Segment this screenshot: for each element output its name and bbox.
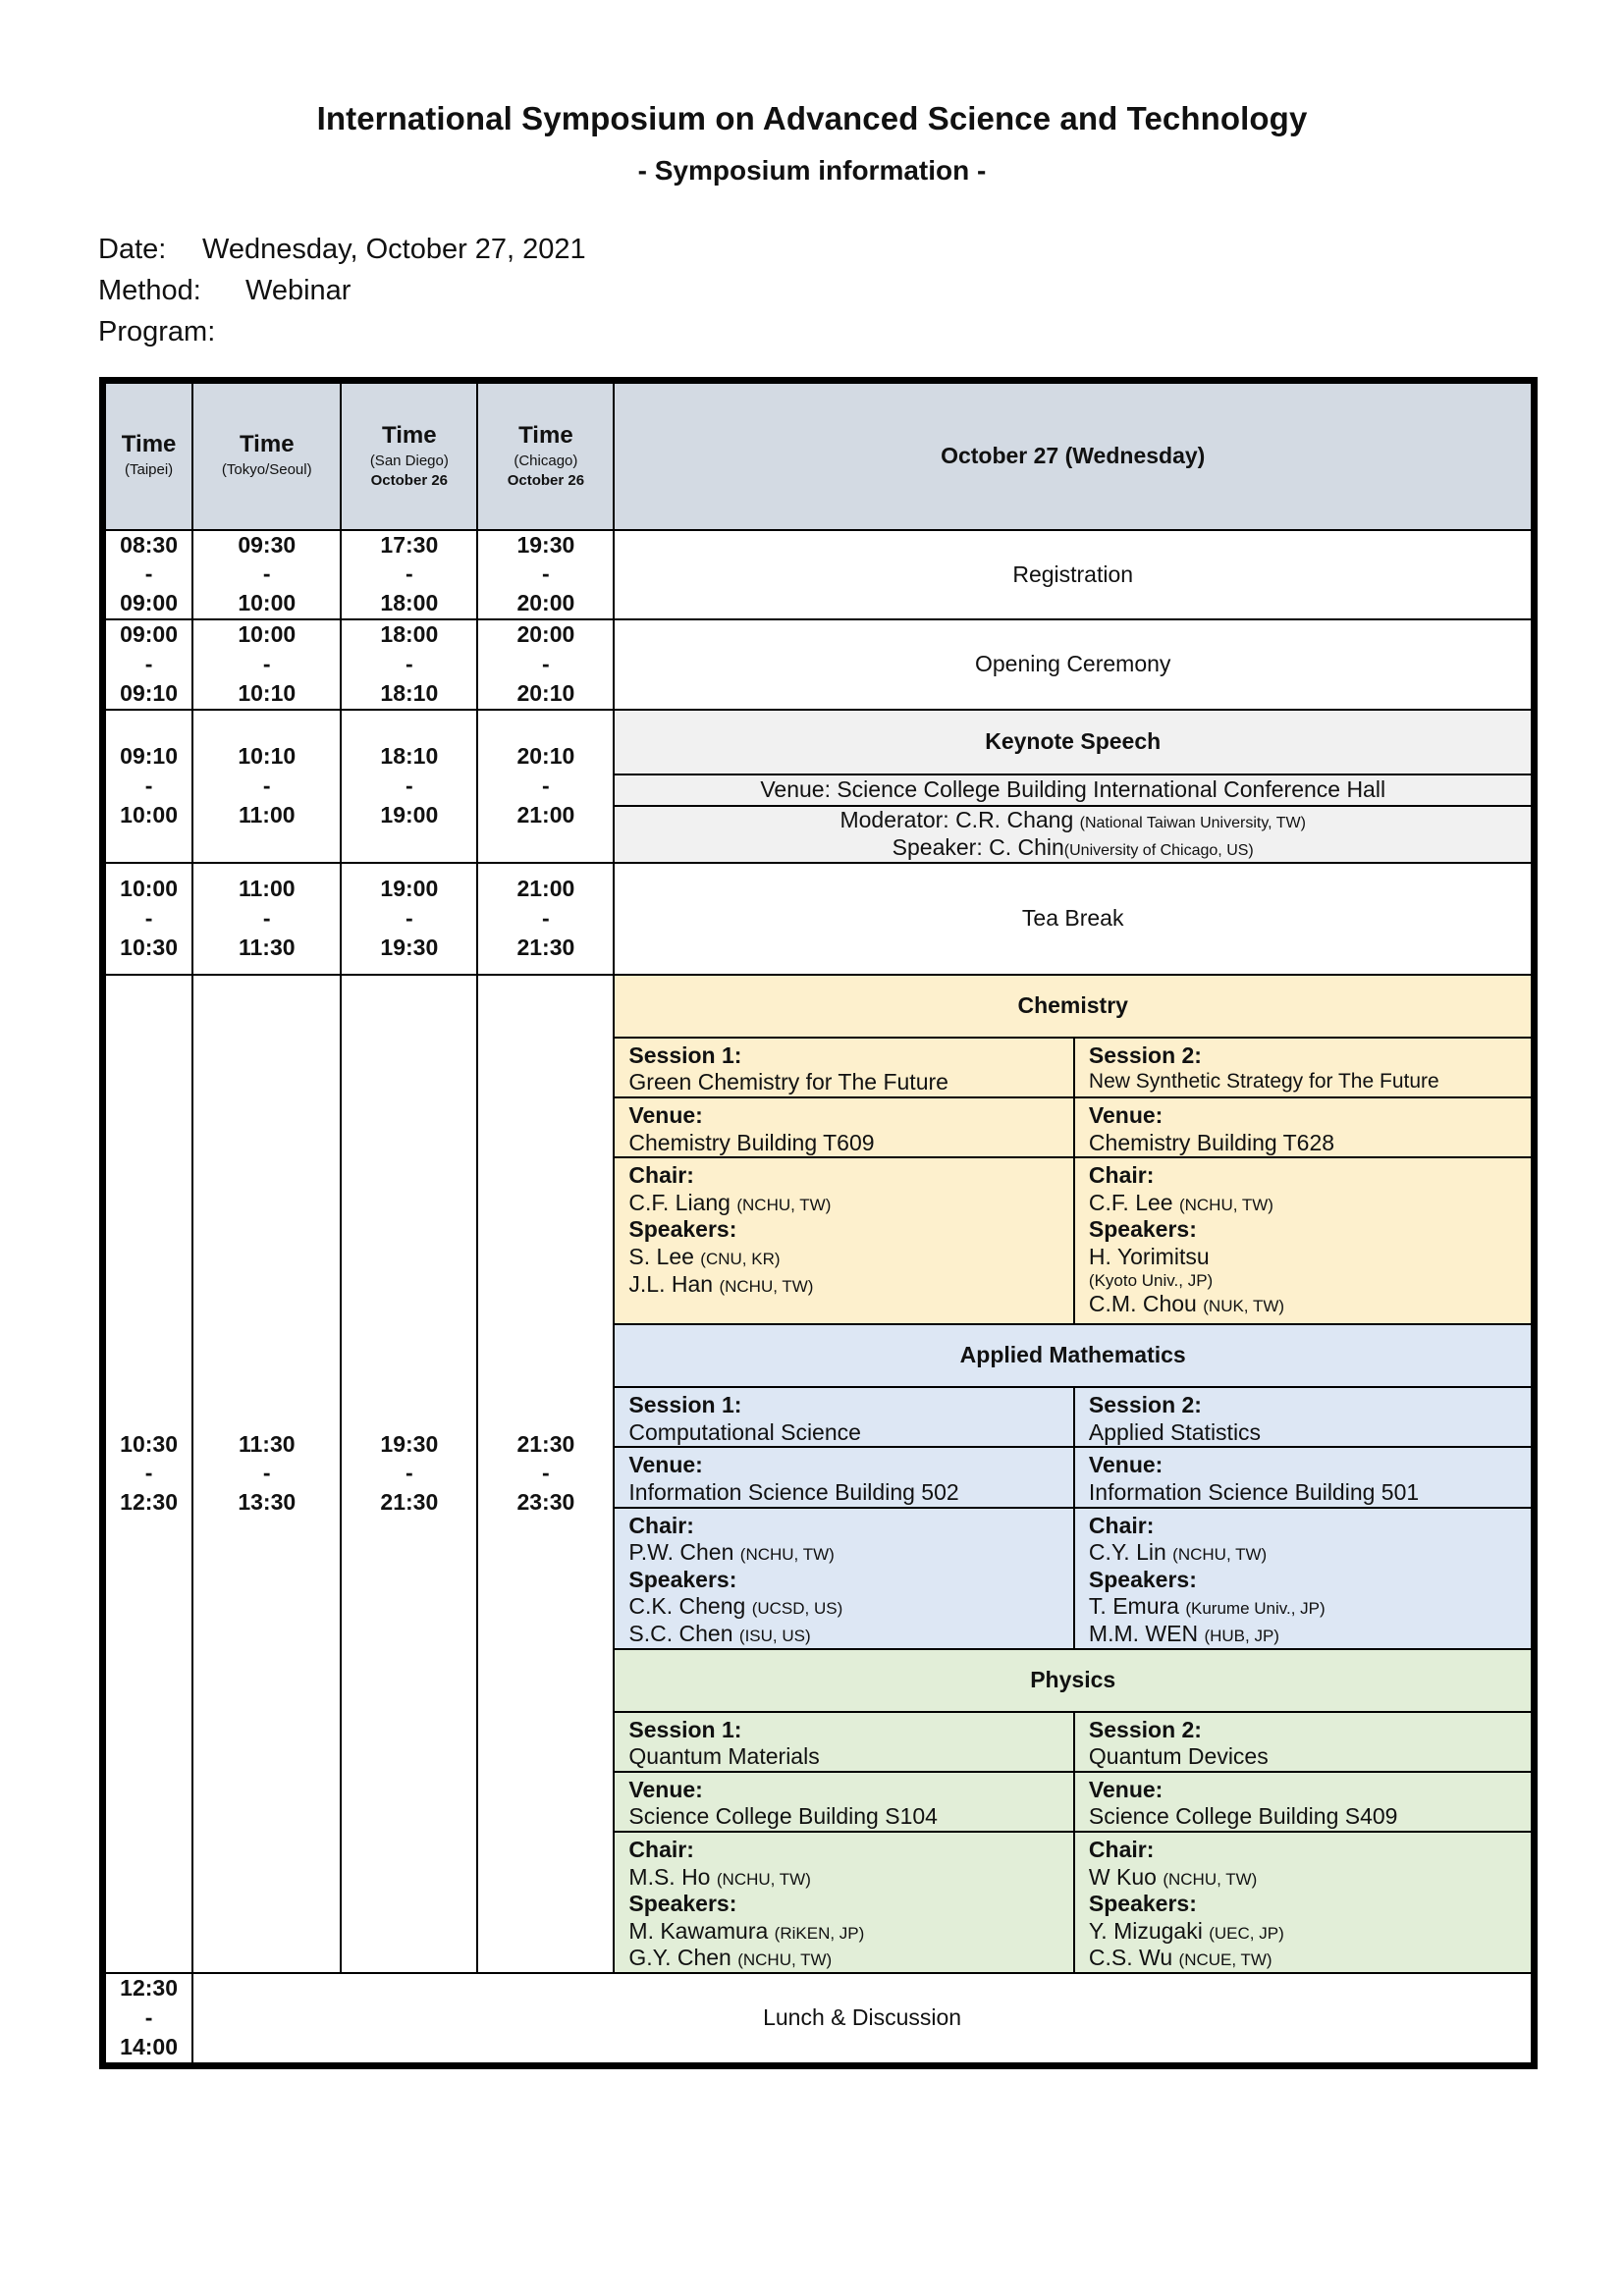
session-venue-cell	[614, 1447, 1074, 1507]
time-start: 19:30	[516, 531, 575, 558]
time-dash: -	[406, 561, 413, 587]
time-cell-chicago	[477, 619, 614, 710]
speaker-line	[628, 1621, 1073, 1648]
time-cell-tokyo	[192, 710, 341, 863]
speaker-affiliation: (HUB, JP)	[1204, 1626, 1279, 1645]
session-title-cell	[614, 1712, 1074, 1772]
keynote-people	[614, 806, 1534, 863]
speaker-name: J.L. Han	[628, 1270, 714, 1297]
speaker-affiliation: (NUK, TW)	[1203, 1296, 1285, 1315]
schedule-row	[103, 863, 1535, 975]
time-dash: -	[406, 1460, 413, 1486]
chair-line	[628, 1190, 1073, 1217]
time-cell-taipei	[103, 710, 193, 863]
time-dash: -	[144, 2003, 153, 2030]
time-end: 09:00	[120, 590, 178, 616]
keynote-moderator-affiliation: (National Taiwan University, TW)	[1079, 815, 1306, 832]
method-line	[98, 275, 351, 307]
session-venue-cell	[1074, 1097, 1535, 1157]
chair-line	[628, 1864, 1073, 1892]
time-dash: -	[262, 561, 271, 587]
session-title-cell	[1074, 1387, 1535, 1447]
time-end: 10:10	[238, 679, 297, 706]
session-label: Session 2:	[1088, 1392, 1202, 1418]
speaker-affiliation: (NCHU, TW)	[719, 1276, 814, 1296]
header-time-sandiego	[341, 381, 477, 530]
program-table-body	[103, 381, 1535, 2066]
time-dash: -	[144, 772, 153, 798]
time-end: 23:30	[516, 1489, 575, 1516]
chair-label: Chair:	[628, 1512, 694, 1538]
date-value: Wednesday, October 27, 2021	[202, 234, 586, 265]
header-city: (San Diego)	[369, 452, 449, 469]
keynote-moderator: Moderator: C.R. Chang	[839, 807, 1074, 833]
chair-name: W Kuo	[1088, 1863, 1157, 1890]
time-dash: -	[542, 651, 550, 677]
chair-name: M.S. Ho	[628, 1863, 711, 1890]
speaker-name: C.M. Chou	[1088, 1290, 1197, 1316]
session-venue-cell	[614, 1097, 1074, 1157]
time-start: 19:30	[380, 1430, 439, 1457]
time-start: 17:30	[380, 531, 439, 558]
track-header-row	[103, 975, 1535, 1038]
chair-affiliation: (NCHU, TW)	[1163, 1869, 1258, 1889]
time-cell-chicago	[477, 863, 614, 975]
venue-label: Venue:	[628, 1102, 703, 1129]
header-city: (Tokyo/Seoul)	[221, 460, 312, 478]
speaker-line	[1089, 1593, 1531, 1621]
method-label: Method:	[98, 275, 201, 306]
schedule-row	[103, 619, 1535, 710]
header-time-tokyo	[192, 381, 341, 530]
speaker-name: M. Kawamura	[628, 1917, 769, 1944]
time-cell-tokyo	[192, 619, 341, 710]
header-city: (Taipei)	[125, 460, 174, 478]
chair-name: P.W. Chen	[628, 1539, 734, 1566]
speaker-line	[1089, 1945, 1531, 1972]
speaker-name: S.C. Chen	[628, 1620, 733, 1646]
time-dash: -	[144, 561, 153, 587]
session-title-cell	[1074, 1712, 1535, 1772]
header-title: Time	[382, 422, 437, 450]
speaker-name: T. Emura	[1088, 1593, 1179, 1620]
speaker-line	[628, 1244, 1073, 1271]
event-cell: Opening Ceremony	[614, 619, 1534, 710]
speaker-name: G.Y. Chen	[628, 1945, 731, 1971]
time-start: 09:10	[120, 743, 178, 769]
time-start: 08:30	[120, 531, 178, 558]
time-dash: -	[262, 904, 271, 931]
time-cell-tokyo	[192, 530, 341, 620]
keynote-speaker: Speaker: C. Chin	[892, 833, 1064, 860]
session-venue: Information Science Building 501	[1088, 1479, 1420, 1505]
time-start: 20:00	[516, 621, 575, 648]
session-title: Quantum Devices	[1088, 1743, 1269, 1770]
time-dash: -	[542, 1460, 550, 1486]
header-row	[103, 381, 1535, 530]
time-end: 13:30	[238, 1489, 297, 1516]
keynote-venue: Venue: Science College Building International Conference Hall	[614, 774, 1534, 806]
time-cell-tokyo	[192, 975, 341, 1973]
speaker-affiliation: (NCHU, TW)	[737, 1950, 833, 1970]
time-start: 21:30	[516, 1430, 575, 1457]
session-venue: Science College Building S409	[1088, 1803, 1398, 1830]
time-end: 11:30	[238, 934, 296, 960]
speaker-affiliation: (NCUE, TW)	[1178, 1950, 1272, 1970]
speakers-label: Speakers:	[628, 1566, 737, 1592]
speakers-label: Speakers:	[1088, 1216, 1197, 1243]
venue-label: Venue:	[1088, 1452, 1164, 1478]
session-people-cell	[1074, 1157, 1535, 1324]
session-label: Session 1:	[628, 1392, 742, 1418]
session-title: Computational Science	[628, 1418, 861, 1445]
time-start: 18:10	[380, 743, 439, 769]
time-end: 18:10	[380, 679, 439, 706]
chair-affiliation: (NCHU, TW)	[1172, 1545, 1268, 1565]
speaker-name: S. Lee	[628, 1244, 694, 1269]
header-time-chicago	[477, 381, 614, 530]
chair-line	[1089, 1864, 1531, 1892]
time-end: 21:00	[516, 801, 575, 828]
time-start: 21:00	[516, 876, 575, 901]
date-label: Date:	[98, 234, 167, 265]
speaker-affiliation: (Kyoto Univ., JP)	[1088, 1270, 1214, 1290]
header-title: Time	[518, 422, 573, 450]
session-title-cell	[614, 1038, 1074, 1097]
chair-label: Chair:	[1088, 1162, 1155, 1189]
speakers-label: Speakers:	[1088, 1566, 1197, 1592]
time-cell-sandiego	[341, 863, 477, 975]
session-venue: Chemistry Building T628	[1088, 1129, 1335, 1155]
speaker-line	[628, 1945, 1073, 1972]
chair-label: Chair:	[1088, 1836, 1155, 1862]
schedule-row	[103, 1973, 1535, 2065]
chair-label: Chair:	[628, 1162, 694, 1189]
header-date: October 26	[370, 472, 449, 490]
time-cell-sandiego	[341, 975, 477, 1973]
chair-name: C.F. Lee	[1088, 1189, 1173, 1215]
time-dash: -	[262, 772, 271, 798]
time-cell-sandiego	[341, 619, 477, 710]
time-dash: -	[144, 904, 153, 931]
time-end: 10:30	[120, 934, 178, 960]
time-end: 10:00	[120, 801, 178, 828]
time-start: 11:30	[238, 1430, 296, 1457]
venue-label: Venue:	[1088, 1102, 1164, 1129]
time-cell-chicago	[477, 530, 614, 620]
session-venue: Information Science Building 502	[628, 1479, 959, 1505]
session-title-cell	[1074, 1038, 1535, 1097]
time-cell-sandiego	[341, 710, 477, 863]
date-line	[98, 234, 586, 266]
time-start: 18:00	[380, 621, 439, 648]
session-venue-cell	[614, 1772, 1074, 1832]
time-end: 20:00	[516, 590, 575, 616]
chair-line	[1089, 1190, 1531, 1217]
header-title: Time	[121, 431, 177, 458]
time-start: 09:00	[120, 621, 178, 648]
speaker-affiliation: (RiKEN, JP)	[774, 1923, 865, 1943]
program-table	[99, 377, 1538, 2069]
time-start: 11:00	[238, 876, 296, 901]
session-title: Quantum Materials	[628, 1743, 820, 1770]
method-value: Webinar	[245, 275, 352, 306]
session-title: Applied Statistics	[1088, 1418, 1262, 1445]
chair-affiliation: (NCHU, TW)	[739, 1545, 835, 1565]
time-end: 10:00	[238, 590, 297, 616]
header-city: (Chicago)	[514, 452, 578, 469]
speaker-line	[1089, 1918, 1531, 1946]
time-dash: -	[262, 1460, 271, 1486]
speaker-affiliation: (UCSD, US)	[751, 1599, 843, 1619]
time-start: 12:30	[120, 1974, 178, 2001]
speaker-name: H. Yorimitsu	[1088, 1244, 1210, 1269]
header-title: Time	[239, 431, 295, 458]
speaker-line	[628, 1918, 1073, 1946]
chair-name: C.F. Liang	[628, 1189, 731, 1215]
session-people-cell	[614, 1508, 1074, 1649]
chair-label: Chair:	[1088, 1512, 1155, 1538]
time-dash: -	[144, 1460, 153, 1486]
track-name: Applied Mathematics	[614, 1324, 1534, 1387]
speaker-name: Y. Mizugaki	[1088, 1917, 1203, 1944]
session-label: Session 1:	[628, 1041, 742, 1068]
speaker-line	[1089, 1291, 1531, 1318]
track-name: Chemistry	[614, 975, 1534, 1038]
time-end: 19:00	[380, 801, 439, 828]
program-label: Program:	[98, 316, 216, 347]
chair-line	[1089, 1539, 1531, 1567]
speakers-label: Speakers:	[628, 1891, 737, 1917]
session-people-cell	[1074, 1832, 1535, 1973]
time-cell-taipei	[103, 619, 193, 710]
session-people-cell	[614, 1832, 1074, 1973]
event-cell: Tea Break	[614, 863, 1534, 975]
time-cell-taipei	[103, 863, 193, 975]
time-cell-taipei	[103, 975, 193, 1973]
speaker-name: C.K. Cheng	[628, 1593, 746, 1620]
speaker-affiliation: (CNU, KR)	[700, 1250, 781, 1268]
session-title: New Synthetic Strategy for The Future	[1088, 1070, 1439, 1094]
keynote-title: Keynote Speech	[614, 710, 1534, 774]
time-end: 14:00	[120, 2033, 178, 2059]
chair-label: Chair:	[628, 1836, 694, 1862]
time-end: 18:00	[380, 590, 439, 616]
time-start: 10:30	[120, 1430, 178, 1457]
time-end: 19:30	[380, 934, 439, 960]
speaker-line	[628, 1593, 1073, 1621]
time-dash: -	[542, 561, 550, 587]
event-cell: Registration	[614, 530, 1534, 620]
session-label: Session 2:	[1088, 1041, 1202, 1068]
time-cell-chicago	[477, 710, 614, 863]
time-start: 10:10	[238, 743, 297, 769]
speakers-label: Speakers:	[628, 1216, 737, 1243]
speaker-line	[1089, 1621, 1531, 1648]
time-cell-tokyo	[192, 863, 341, 975]
day-header: October 27 (Wednesday)	[614, 381, 1534, 530]
keynote-row	[103, 710, 1535, 774]
time-dash: -	[542, 904, 550, 931]
time-end: 21:30	[516, 934, 575, 960]
session-venue: Science College Building S104	[628, 1803, 938, 1830]
header-date: October 26	[507, 472, 585, 490]
time-cell-sandiego	[341, 530, 477, 620]
chair-line	[628, 1539, 1073, 1567]
session-label: Session 2:	[1088, 1716, 1202, 1742]
venue-label: Venue:	[628, 1452, 703, 1478]
session-venue-cell	[1074, 1772, 1535, 1832]
chair-affiliation: (NCHU, TW)	[736, 1195, 832, 1214]
chair-affiliation: (NCHU, TW)	[716, 1869, 811, 1889]
time-end: 09:10	[120, 679, 178, 706]
time-start: 19:00	[380, 876, 439, 901]
time-end: 12:30	[120, 1489, 178, 1516]
session-venue-cell	[1074, 1447, 1535, 1507]
header-time-taipei	[103, 381, 193, 530]
event-cell: Lunch & Discussion	[192, 1973, 1534, 2065]
session-venue: Chemistry Building T609	[628, 1129, 875, 1155]
time-dash: -	[406, 772, 413, 798]
time-end: 11:00	[238, 801, 296, 828]
venue-label: Venue:	[628, 1776, 703, 1802]
speaker-name: M.M. WEN	[1088, 1620, 1199, 1646]
time-cell-chicago	[477, 975, 614, 1973]
speaker-line	[628, 1271, 1073, 1299]
keynote-speaker-affiliation: (University of Chicago, US)	[1063, 841, 1254, 859]
time-end: 20:10	[516, 679, 575, 706]
time-end: 21:30	[380, 1489, 439, 1516]
keynote-speaker-line	[615, 834, 1531, 862]
time-start: 09:30	[238, 531, 297, 558]
speaker-affiliation: (Kurume Univ., JP)	[1185, 1599, 1326, 1619]
time-dash: -	[144, 651, 153, 677]
session-label: Session 1:	[628, 1716, 742, 1742]
time-start: 20:10	[516, 743, 575, 769]
speaker-affiliation: (UEC, JP)	[1209, 1923, 1284, 1943]
document-subtitle: - Symposium information -	[637, 155, 987, 186]
session-people-cell	[614, 1157, 1074, 1324]
time-dash: -	[406, 651, 413, 677]
time-dash: -	[542, 772, 550, 798]
chair-affiliation: (NCHU, TW)	[1178, 1195, 1273, 1214]
speaker-affiliation: (ISU, US)	[738, 1626, 811, 1645]
venue-label: Venue:	[1088, 1776, 1164, 1802]
session-people-cell	[1074, 1508, 1535, 1649]
time-dash: -	[406, 904, 413, 931]
time-dash: -	[262, 651, 271, 677]
session-title: Green Chemistry for The Future	[628, 1069, 948, 1095]
time-start: 10:00	[120, 876, 178, 901]
session-title-cell	[614, 1387, 1074, 1447]
time-start: 10:00	[238, 621, 297, 648]
keynote-moderator-line	[615, 807, 1531, 834]
speakers-label: Speakers:	[1088, 1891, 1197, 1917]
speaker-name: C.S. Wu	[1088, 1945, 1173, 1971]
schedule-row	[103, 530, 1535, 620]
time-cell-taipei	[103, 530, 193, 620]
chair-name: C.Y. Lin	[1088, 1539, 1166, 1566]
time-cell-taipei	[103, 1973, 193, 2065]
document-title: International Symposium on Advanced Science and Technology	[316, 100, 1308, 136]
track-name: Physics	[614, 1649, 1534, 1712]
